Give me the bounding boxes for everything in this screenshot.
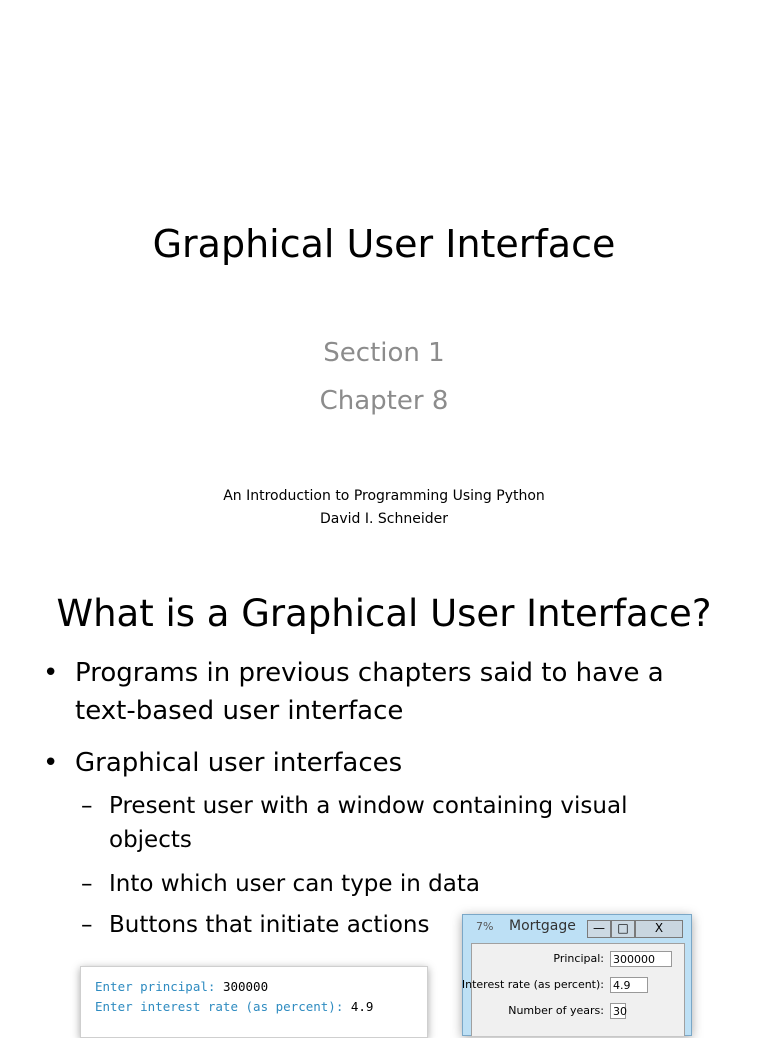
sub-bullet-text: Into which user can type in data xyxy=(109,871,480,897)
console-line xyxy=(95,979,268,994)
bullet-dot-icon: • xyxy=(43,658,59,688)
content-slide xyxy=(0,576,768,1024)
section-label: Section 1 xyxy=(323,338,445,368)
dash-icon: – xyxy=(81,793,93,819)
principal-input[interactable]: 300000 xyxy=(610,951,672,967)
dash-icon: – xyxy=(81,912,93,938)
window-client-area xyxy=(461,943,685,1036)
years-label: Number of years: xyxy=(508,1004,604,1017)
window-title: Mortgage xyxy=(509,918,576,934)
console-screenshot xyxy=(80,966,428,1038)
years-input[interactable]: 30 xyxy=(610,1003,626,1019)
mortgage-window xyxy=(462,914,692,1036)
maximize-button[interactable]: □ xyxy=(611,920,635,938)
bullet-item xyxy=(43,654,664,730)
console-line xyxy=(95,999,373,1014)
bullet-dot-icon: • xyxy=(43,748,59,778)
slide-title: Graphical User Interface xyxy=(152,222,616,266)
window-titlebar xyxy=(463,915,691,939)
interest-rate-input[interactable]: 4.9 xyxy=(610,977,648,993)
console-value: 300000 xyxy=(222,979,269,994)
interest-rate-label: Interest rate (as percent): xyxy=(461,978,604,991)
bullet-text: Programs in previous chapters said to have a xyxy=(75,658,664,688)
sub-bullet-text-cont: objects xyxy=(109,827,192,853)
slide-heading: What is a Graphical User Interface? xyxy=(56,592,712,635)
dash-icon: – xyxy=(81,871,93,897)
bullet-text: Graphical user interfaces xyxy=(75,748,403,778)
bullet-item xyxy=(43,744,403,782)
bullet-text-cont: text-based user interface xyxy=(75,696,404,726)
console-prompt: Enter interest rate (as percent): xyxy=(95,999,351,1014)
chapter-label: Chapter 8 xyxy=(319,386,449,416)
sub-bullet-text: Buttons that initiate actions xyxy=(109,912,430,938)
app-icon: 7% xyxy=(476,920,494,933)
sub-bullet-item xyxy=(81,908,430,942)
minimize-button[interactable]: — xyxy=(587,920,611,938)
console-value: 4.9 xyxy=(350,999,374,1014)
close-button[interactable]: X xyxy=(635,920,683,938)
sub-bullet-text: Present user with a window containing visual xyxy=(109,793,628,819)
author-name: David I. Schneider xyxy=(320,511,448,527)
console-prompt: Enter principal: xyxy=(95,979,223,994)
principal-label: Principal: xyxy=(553,952,604,965)
sub-bullet-item xyxy=(81,867,480,901)
sub-bullet-item xyxy=(81,789,628,857)
book-title: An Introduction to Programming Using Python xyxy=(223,488,545,504)
